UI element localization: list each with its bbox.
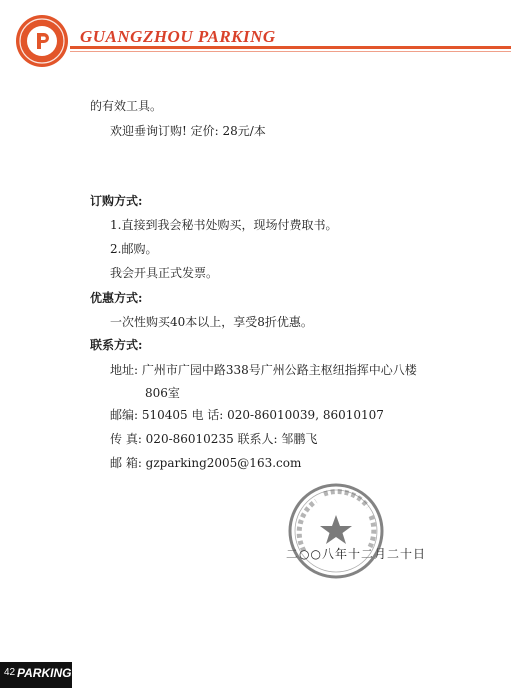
address-line: 地址: 广州市广园中路338号广州公路主枢纽指挥中心八楼 (110, 363, 417, 377)
official-seal (286, 481, 386, 581)
address-room: 806室 (145, 386, 180, 400)
header-divider (70, 46, 511, 49)
order-item-1: 1.直接到我会秘书处购买，现场付费取书。 (110, 218, 338, 232)
contact-heading: 联系方式: (90, 338, 143, 352)
price-line: 欢迎垂询订购! 定价: 28元/本 (110, 124, 266, 138)
discount-heading: 优惠方式: (90, 291, 143, 305)
brand-title: GUANGZHOU PARKING (80, 27, 276, 46)
seal-star-icon (320, 515, 352, 544)
footer-label: PARKING (17, 666, 72, 680)
page-number: 42 (4, 667, 16, 678)
intro-line: 的有效工具。 (90, 99, 163, 113)
invoice-line: 我会开具正式发票。 (110, 266, 219, 280)
discount-line: 一次性购买40本以上，享受8折优惠。 (110, 315, 313, 329)
parking-logo (16, 15, 68, 67)
header-divider-thin (70, 51, 511, 52)
fax-contact-line: 传 真: 020-86010235 联系人: 邹鹏飞 (110, 432, 318, 446)
page-footer (0, 662, 511, 688)
parking-p-icon (16, 15, 68, 67)
postcode-phone-line: 邮编: 510405 电 话: 020-86010039, 86010107 (110, 408, 384, 422)
email-line: 邮 箱: gzparking2005@163.com (110, 456, 302, 470)
page-header (0, 0, 511, 70)
order-item-2: 2.邮购。 (110, 242, 158, 256)
date-line: 二○○八年十二月二十日 (286, 547, 426, 561)
order-heading: 订购方式: (90, 194, 143, 208)
